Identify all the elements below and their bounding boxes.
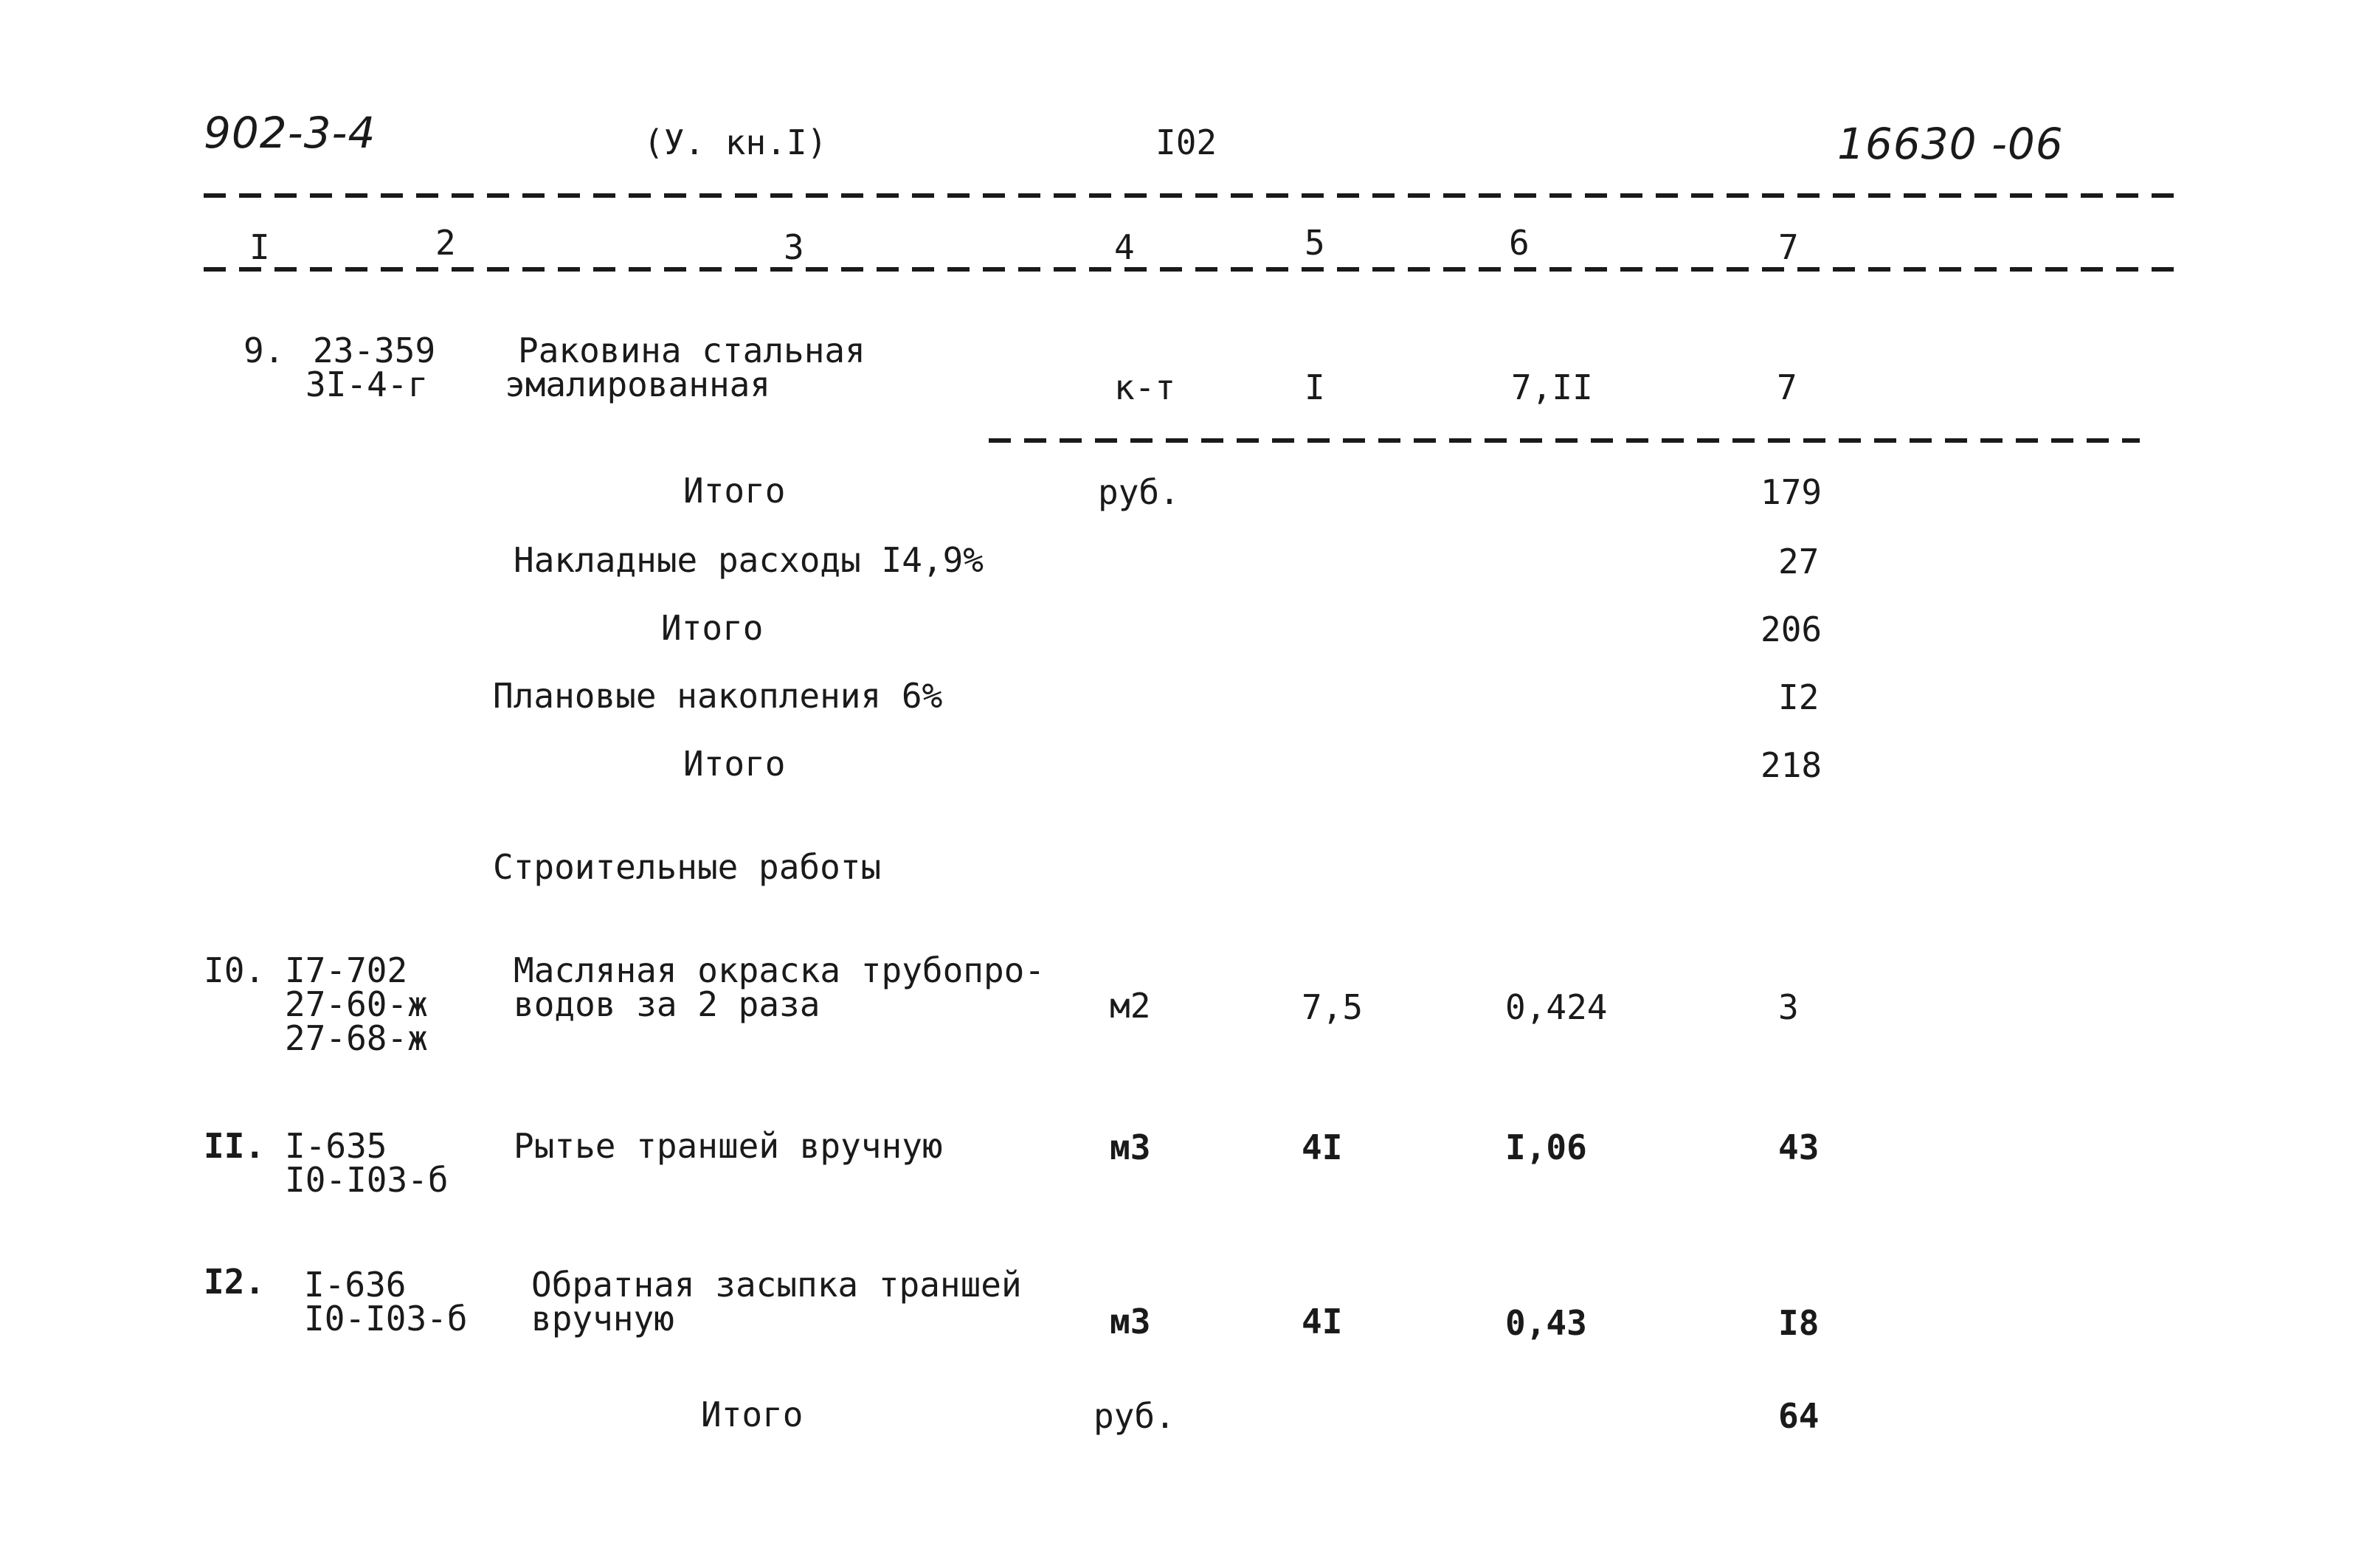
item12-price: 0,43 [1505, 1303, 1587, 1343]
item12-code-1: I-636 [304, 1265, 407, 1305]
item10-name-1: Масляная окраска трубопро- [514, 950, 1046, 990]
summary-label-5: Итого [683, 744, 786, 784]
summary-label-2: Накладные расходы I4,9% [514, 540, 984, 580]
item9-name-1: Раковина стальная [518, 331, 865, 370]
final-total-label: Итого [701, 1395, 804, 1434]
summary-value-2: 27 [1778, 542, 1820, 581]
item12-total: I8 [1778, 1303, 1820, 1343]
column-numbers-divider [204, 267, 2178, 272]
page-number: I02 [1155, 122, 1217, 162]
item9-code-2: 3I-4-г [305, 365, 429, 404]
col-number-2: 2 [435, 223, 456, 263]
col-number-6: 6 [1509, 223, 1530, 263]
final-total-unit: руб. [1093, 1396, 1175, 1436]
archive-number: 16630 -06 [1837, 119, 2064, 169]
item10-code-2: 27-60-ж [285, 984, 428, 1024]
summary-value-1: 179 [1761, 472, 1822, 512]
subtotal-divider [989, 438, 2140, 443]
summary-label-4: Плановые накопления 6% [493, 676, 943, 716]
item12-name-2: вручную [531, 1299, 674, 1339]
item10-code-1: I7-702 [285, 950, 408, 990]
item10-unit: м2 [1110, 986, 1151, 1026]
col-number-7: 7 [1778, 227, 1799, 267]
col-number-3: 3 [784, 227, 804, 267]
item10-price: 0,424 [1505, 987, 1608, 1027]
item9-code-1: 23-359 [313, 331, 436, 370]
volume-label: (У. кн.I) [643, 122, 828, 162]
item11-unit: м3 [1110, 1127, 1151, 1167]
col-number-4: 4 [1114, 227, 1135, 267]
item11-price: I,06 [1505, 1127, 1587, 1167]
item12-code-2: I0-I03-б [304, 1299, 468, 1339]
item10-code-3: 27-68-ж [285, 1018, 428, 1058]
section-title: Строительные работы [493, 847, 882, 887]
item11-quantity: 4I [1302, 1127, 1343, 1167]
item9-quantity: I [1305, 367, 1325, 407]
summary-value-3: 206 [1761, 609, 1822, 649]
item9-unit: к-т [1114, 367, 1176, 407]
item12-number: I2. [204, 1262, 266, 1302]
item12-unit: м3 [1110, 1302, 1151, 1341]
item11-total: 43 [1778, 1127, 1820, 1167]
item9-total: 7 [1777, 367, 1797, 407]
item9-number: 9. [243, 331, 285, 370]
item11-code-2: I0-I03-б [285, 1160, 449, 1200]
item9-price: 7,II [1511, 367, 1593, 407]
item9-name-2: эмалированная [505, 365, 771, 404]
col-number-1: I [249, 227, 270, 267]
item10-quantity: 7,5 [1302, 987, 1364, 1027]
item10-name-2: водов за 2 раза [514, 984, 820, 1024]
item10-total: 3 [1778, 987, 1799, 1027]
col-number-5: 5 [1305, 223, 1325, 263]
item12-name-1: Обратная засыпка траншей [531, 1265, 1022, 1305]
summary-label-3: Итого [661, 608, 764, 648]
doc-code: 902-3-4 [204, 108, 376, 158]
summary-label-1: Итого [683, 471, 786, 511]
final-total-value: 64 [1778, 1396, 1820, 1436]
summary-unit-1: руб. [1098, 472, 1180, 512]
summary-value-4: I2 [1778, 677, 1820, 717]
item11-number: II. [204, 1126, 266, 1166]
item10-number: I0. [204, 950, 266, 990]
header-divider [204, 193, 2178, 198]
item11-name-1: Рытье траншей вручную [514, 1126, 943, 1166]
item12-quantity: 4I [1302, 1302, 1343, 1341]
summary-value-5: 218 [1761, 745, 1822, 785]
item11-code-1: I-635 [285, 1126, 387, 1166]
